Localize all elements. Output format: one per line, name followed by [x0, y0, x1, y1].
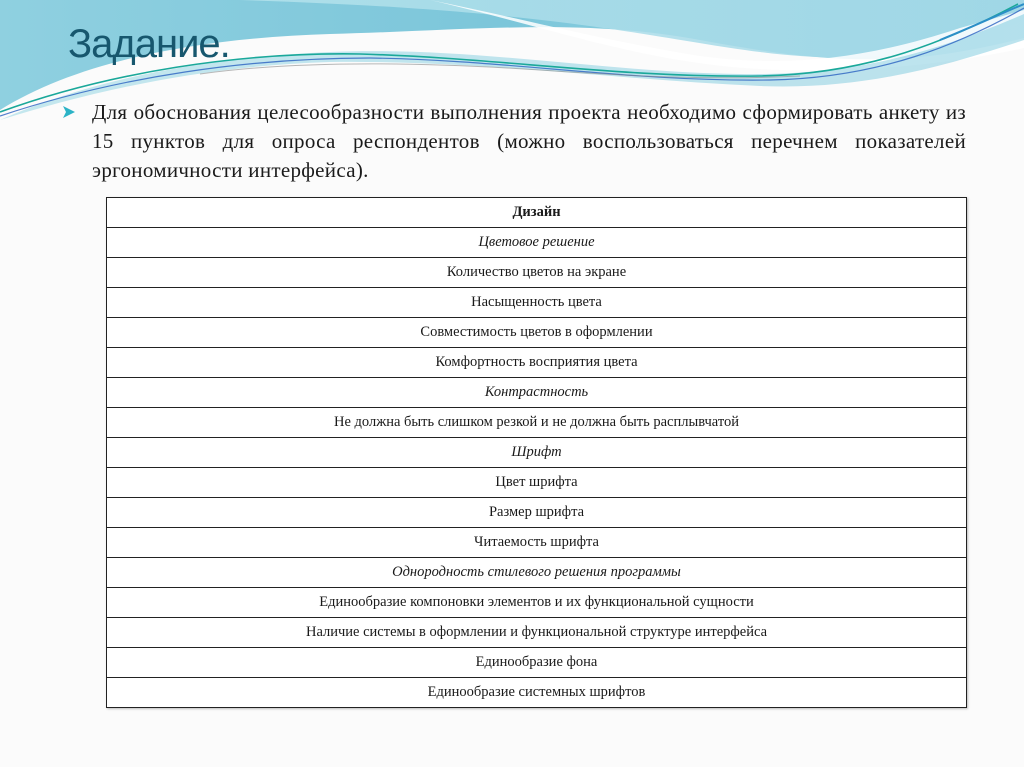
table-cell: Количество цветов на экране	[107, 258, 967, 288]
table-row	[107, 618, 967, 648]
table-cell: Единообразие фона	[107, 648, 967, 678]
table-row	[107, 288, 967, 318]
section-font: Шрифт	[107, 438, 967, 468]
table-cell: Совместимость цветов в оформлении	[107, 318, 967, 348]
table-row	[107, 378, 967, 408]
table-row	[107, 528, 967, 558]
table-row	[107, 408, 967, 438]
table-row	[107, 588, 967, 618]
section-contrast: Контрастность	[107, 378, 967, 408]
slide-title: Задание.	[68, 22, 230, 66]
section-style-uniformity: Однородность стилевого решения программы	[107, 558, 967, 588]
table-cell: Не должна быть слишком резкой и не должна быть расплывчатой	[107, 408, 967, 438]
section-color-solution: Цветовое решение	[107, 228, 967, 258]
table-cell: Размер шрифта	[107, 498, 967, 528]
table-cell: Цвет шрифта	[107, 468, 967, 498]
table-cell: Насыщенность цвета	[107, 288, 967, 318]
table-row	[107, 558, 967, 588]
design-criteria-table	[106, 197, 967, 708]
table-row	[107, 258, 967, 288]
table-row	[107, 498, 967, 528]
table-header-design: Дизайн	[107, 198, 967, 228]
table-row	[107, 438, 967, 468]
table-row	[107, 318, 967, 348]
table-cell: Читаемость шрифта	[107, 528, 967, 558]
table-cell: Единообразие системных шрифтов	[107, 678, 967, 708]
table-cell: Комфортность восприятия цвета	[107, 348, 967, 378]
task-bullet	[62, 98, 966, 185]
task-description: Для обоснования целесообразности выполнения проекта необходимо сформировать анкету из 15 пунктов для опроса респондентов (можно воспользоваться перечнем показателей эргономичности интерфейса).	[92, 100, 966, 182]
table-header-row	[107, 198, 967, 228]
table-cell: Наличие системы в оформлении и функциональной структуре интерфейса	[107, 618, 967, 648]
table-row	[107, 678, 967, 708]
table-cell: Единообразие компоновки элементов и их функциональной сущности	[107, 588, 967, 618]
table-row	[107, 468, 967, 498]
arrow-bullet-icon	[62, 98, 92, 124]
table-row	[107, 348, 967, 378]
table-row	[107, 648, 967, 678]
table-row	[107, 228, 967, 258]
